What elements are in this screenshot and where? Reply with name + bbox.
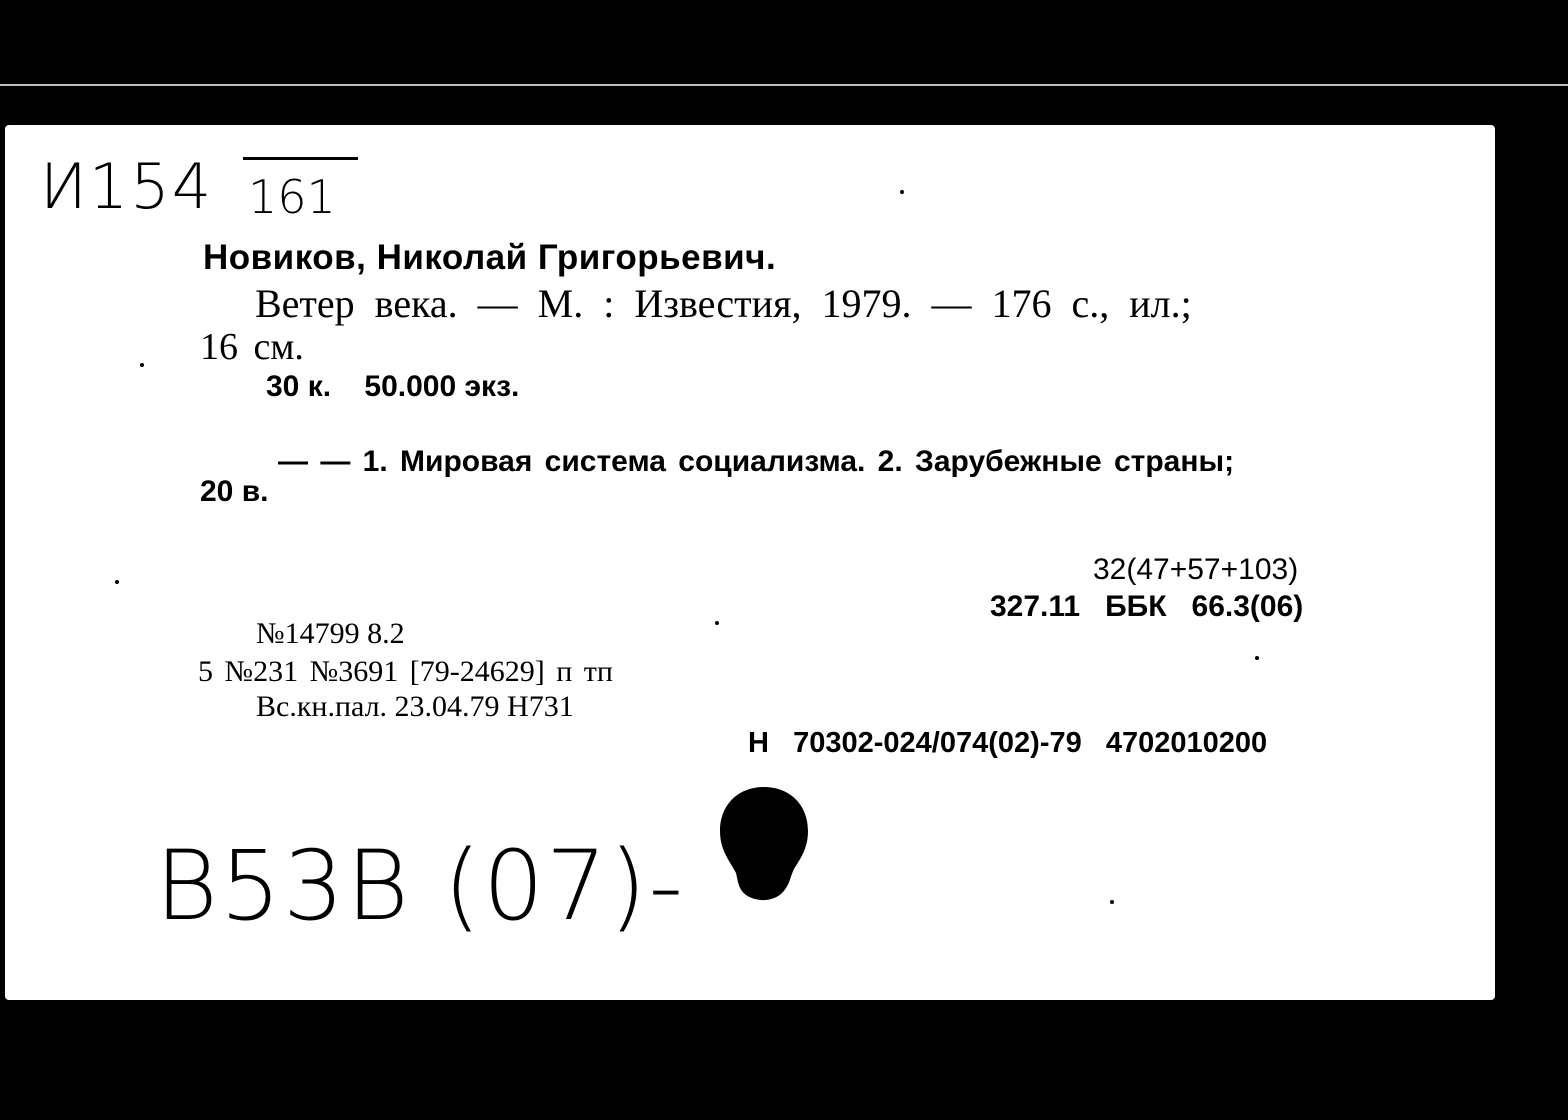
speck: [1110, 900, 1114, 904]
bbk-code: 327.11 ББК 66.3(06): [990, 590, 1304, 623]
handwritten-shelf-code: B53B (07)-: [155, 830, 686, 942]
call-number-overline: [243, 157, 358, 160]
printing-codes: 5 №231 №3691 [79-24629] п тп: [198, 655, 613, 688]
speck: [715, 621, 719, 625]
physical-description: 16 см.: [200, 326, 304, 368]
index-code: Н 70302-024/074(02)-79 4702010200: [748, 727, 1268, 759]
order-number: №14799 8.2: [256, 617, 405, 650]
speck: [140, 363, 144, 367]
author-heading: Новиков, Николай Григорьевич.: [203, 238, 777, 277]
speck: [900, 190, 904, 194]
handwritten-call-number-suffix: 161: [248, 170, 336, 224]
udc-code: 32(47+57+103): [1093, 553, 1299, 586]
ink-blot: [718, 785, 810, 901]
subject-headings: — — 1. Мировая система социализма. 2. Зарубежные страны;: [278, 445, 1235, 478]
title-statement: Ветер века. — М. : Известия, 1979. — 176 с., ил.;: [255, 281, 1192, 326]
subject-headings-continued: 20 в.: [200, 475, 269, 508]
speck: [1255, 656, 1259, 660]
price-and-print-run: 30 к. 50.000 экз.: [266, 370, 520, 403]
handwritten-call-number: И154: [40, 150, 214, 223]
speck: [115, 580, 119, 584]
scanner-border-line: [0, 84, 1568, 86]
book-chamber-line: Вс.кн.пал. 23.04.79 Н731: [256, 690, 574, 723]
